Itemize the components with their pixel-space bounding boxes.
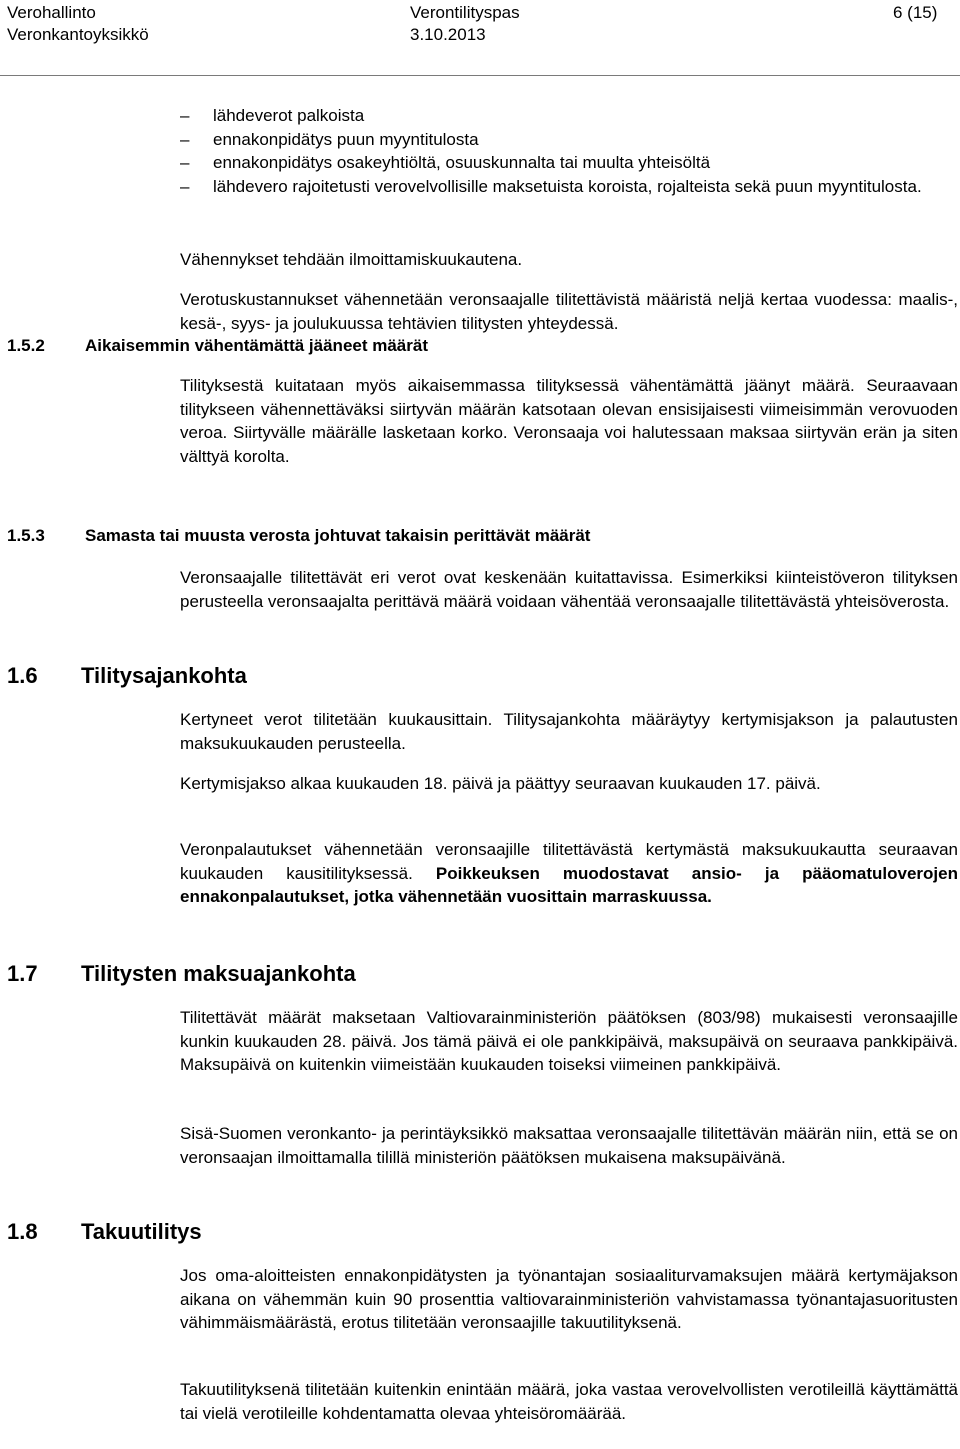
paragraph-1-7-b: Sisä-Suomen veronkanto- ja perintäyksikkö maksattaa veronsaajalle tilitettävän määrän niin, että se on veronsaajan ilmoittamalla tilillä ministeriön päätöksen mukaisena maksupäivänä.	[180, 1124, 958, 1167]
paragraph-1-8-b: Takuutilityksenä tilitetään kuitenkin enintään määrä, joka vastaa verovelvollisten verotileillä käyttämättä tai vielä verotileille kohdentamatta olevaa yhteisöromäärää.	[180, 1380, 958, 1423]
header-org-line2: Veronkantoyksikkö	[7, 25, 149, 44]
header-organization	[7, 2, 149, 46]
heading-number: 1.5.2	[7, 336, 45, 355]
bullet-list	[180, 104, 958, 198]
heading-1-7	[7, 960, 356, 988]
heading-number: 1.6	[7, 663, 38, 688]
paragraph-1-7-a: Tilitettävät määrät maksetaan Valtiovarainministeriön päätöksen (803/98) mukaisesti veronsaajille kunkin kuukauden 28. päivä. Jos tämä päivä ei ole pankkipäivä, maksupäivä on seuraava pankkipäivä. Maksupäivä on kuitenkin viimeistään kuukauden toiseksi viimeinen pankkipäivä.	[180, 1008, 958, 1074]
list-item: – ennakonpidätys puun myyntitulosta	[180, 128, 958, 152]
heading-title: Takuutilitys	[81, 1219, 202, 1244]
list-item: – lähdeverot palkoista	[180, 104, 958, 128]
heading-1-6	[7, 662, 247, 690]
heading-title: Samasta tai muusta verosta johtuvat takaisin perittävät määrät	[85, 526, 591, 545]
heading-number: 1.8	[7, 1219, 38, 1244]
paragraph-1-6-c	[180, 838, 958, 909]
heading-1-5-2	[7, 334, 428, 357]
heading-number: 1.5.3	[7, 526, 45, 545]
dash-bullet: –	[180, 176, 190, 196]
paragraph-verotuskustannukset: Verotuskustannukset vähennetään veronsaajalle tilitettävistä määristä neljä kertaa vuodessa: maalis-, kesä-, syys- ja joulukuussa tehtävien tilitysten yhteydessä.	[180, 290, 958, 333]
header-doc-date: 3.10.2013	[410, 25, 486, 44]
header-page-number: 6 (15)	[893, 3, 938, 22]
paragraph-1-5-3: Veronsaajalle tilitettävät eri verot ovat keskenään kuitattavissa. Esimerkiksi kiinteistöveron tilityksen perusteella veronsaajalta perittävä määrä voidaan vähentää veronsaajalle tilitettävästä yhteisöverosta.	[180, 568, 958, 611]
paragraph-1-5-2: Tilityksestä kuitataan myös aikaisemmassa tilityksessä vähentämättä jäänyt määrä. Seuraavaan tilitykseen vähennettäväksi siirtyvän määrän katsotaan olevan ensisijaisesti viimeisimmän verovuoden veroa. Siirtyvälle määrälle lasketaan korko. Veronsaaja voi halutessaan maksaa siirtyvän erän ja siten välttyä korolta.	[180, 376, 958, 466]
list-item: – ennakonpidätys osakeyhtiöltä, osuuskunnalta tai muulta yhteisöltä	[180, 151, 958, 175]
dash-bullet: –	[180, 129, 190, 149]
paragraph-1-6-c-bold: Poikkeuksen muodostavat ansio- ja pääomatuloverojen ennakonpalautukset, jotka vähennetään vuosittain marraskuussa.	[180, 863, 958, 906]
header-org-line1: Verohallinto	[7, 3, 96, 22]
heading-1-8	[7, 1218, 202, 1246]
header-document	[410, 2, 520, 46]
heading-title: Tilitysajankohta	[81, 663, 247, 688]
dash-bullet: –	[180, 106, 190, 125]
heading-1-5-3	[7, 524, 590, 547]
header-divider	[0, 75, 960, 76]
heading-title: Aikaisemmin vähentämättä jääneet määrät	[85, 336, 428, 355]
paragraph-1-8-a: Jos oma-aloitteisten ennakonpidätysten ja työnantajan sosiaaliturvamaksujen määrä kertymäjakson aikana on vähemmän kuin 90 prosenttia valtiovarainministeriön vahvistamassa työnantajasuoritusten vähimmäismäärästä, erotus tilitetään veronsaajille takuutilityksenä.	[180, 1266, 958, 1332]
list-item: – lähdevero rajoitetusti verovelvollisille maksetuista koroista, rojalteista sekä puun myyntitulosta.	[180, 175, 958, 199]
paragraph-vahennykset: Vähennykset tehdään ilmoittamiskuukautena.	[180, 250, 523, 269]
paragraph-1-6-c-text: Veronpalautukset vähennetään veronsaajille tilitettävästä kertymästä maksukuukautta seuraavan kuukauden kausitilityksessä.	[180, 840, 958, 883]
heading-title: Tilitysten maksuajankohta	[81, 961, 356, 986]
paragraph-1-6-b: Kertymisjakso alkaa kuukauden 18. päivä ja päättyy seuraavan kuukauden 17. päivä.	[180, 774, 821, 793]
heading-number: 1.7	[7, 961, 38, 986]
dash-bullet: –	[180, 153, 190, 172]
paragraph-1-6-a: Kertyneet verot tilitetään kuukausittain. Tilitysajankohta määräytyy kertymisjakson ja palautusten maksukuukauden perusteella.	[180, 710, 958, 753]
header-doc-title: Verontilityspas	[410, 3, 520, 22]
